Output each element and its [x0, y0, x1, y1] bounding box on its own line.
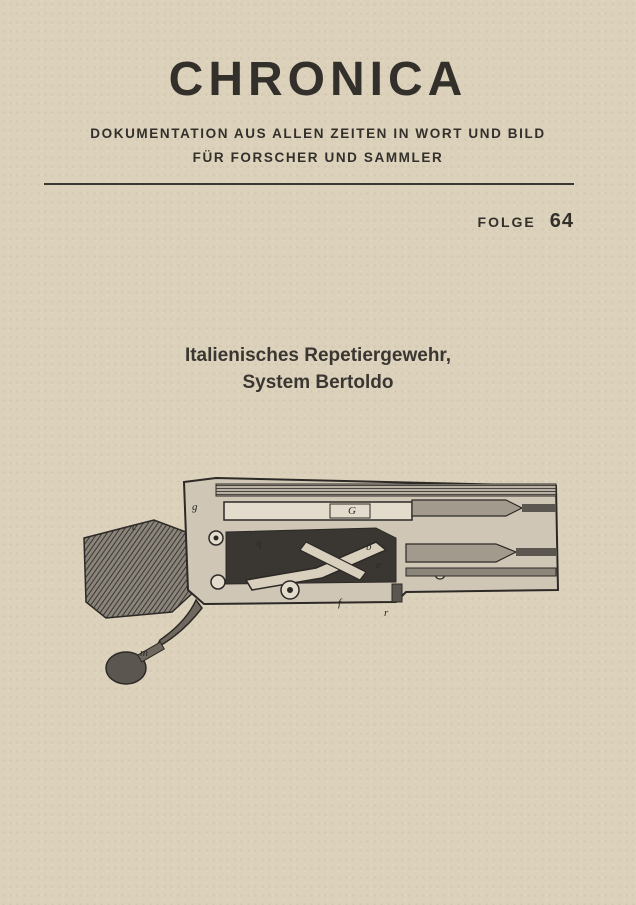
- rifle-mechanism-illustration: [76, 472, 562, 694]
- label-q: q: [256, 537, 262, 549]
- label-r: r: [384, 607, 389, 619]
- issue-label: FOLGE: [477, 213, 536, 230]
- label-m: m: [140, 647, 148, 659]
- label-c: c: [132, 521, 137, 533]
- label-f: f: [338, 597, 342, 609]
- article-title-line-2: System Bertoldo: [242, 372, 394, 393]
- issue-value: 64: [549, 210, 574, 232]
- label-b: b: [366, 541, 372, 553]
- label-G: G: [348, 505, 356, 517]
- subtitle-line-1: DOKUMENTATION AUS ALLEN ZEITEN IN WORT UND BILD: [90, 126, 546, 141]
- issue-number: [478, 210, 574, 233]
- label-e: e: [376, 559, 381, 571]
- divider-rule: [44, 183, 574, 185]
- article-title-line-1: Italienisches Repetiergewehr,: [184, 345, 452, 366]
- magazine-title: CHRONICA: [168, 53, 468, 106]
- label-g: g: [192, 501, 198, 513]
- subtitle-line-2: FÜR FORSCHER UND SAMMLER: [192, 150, 444, 165]
